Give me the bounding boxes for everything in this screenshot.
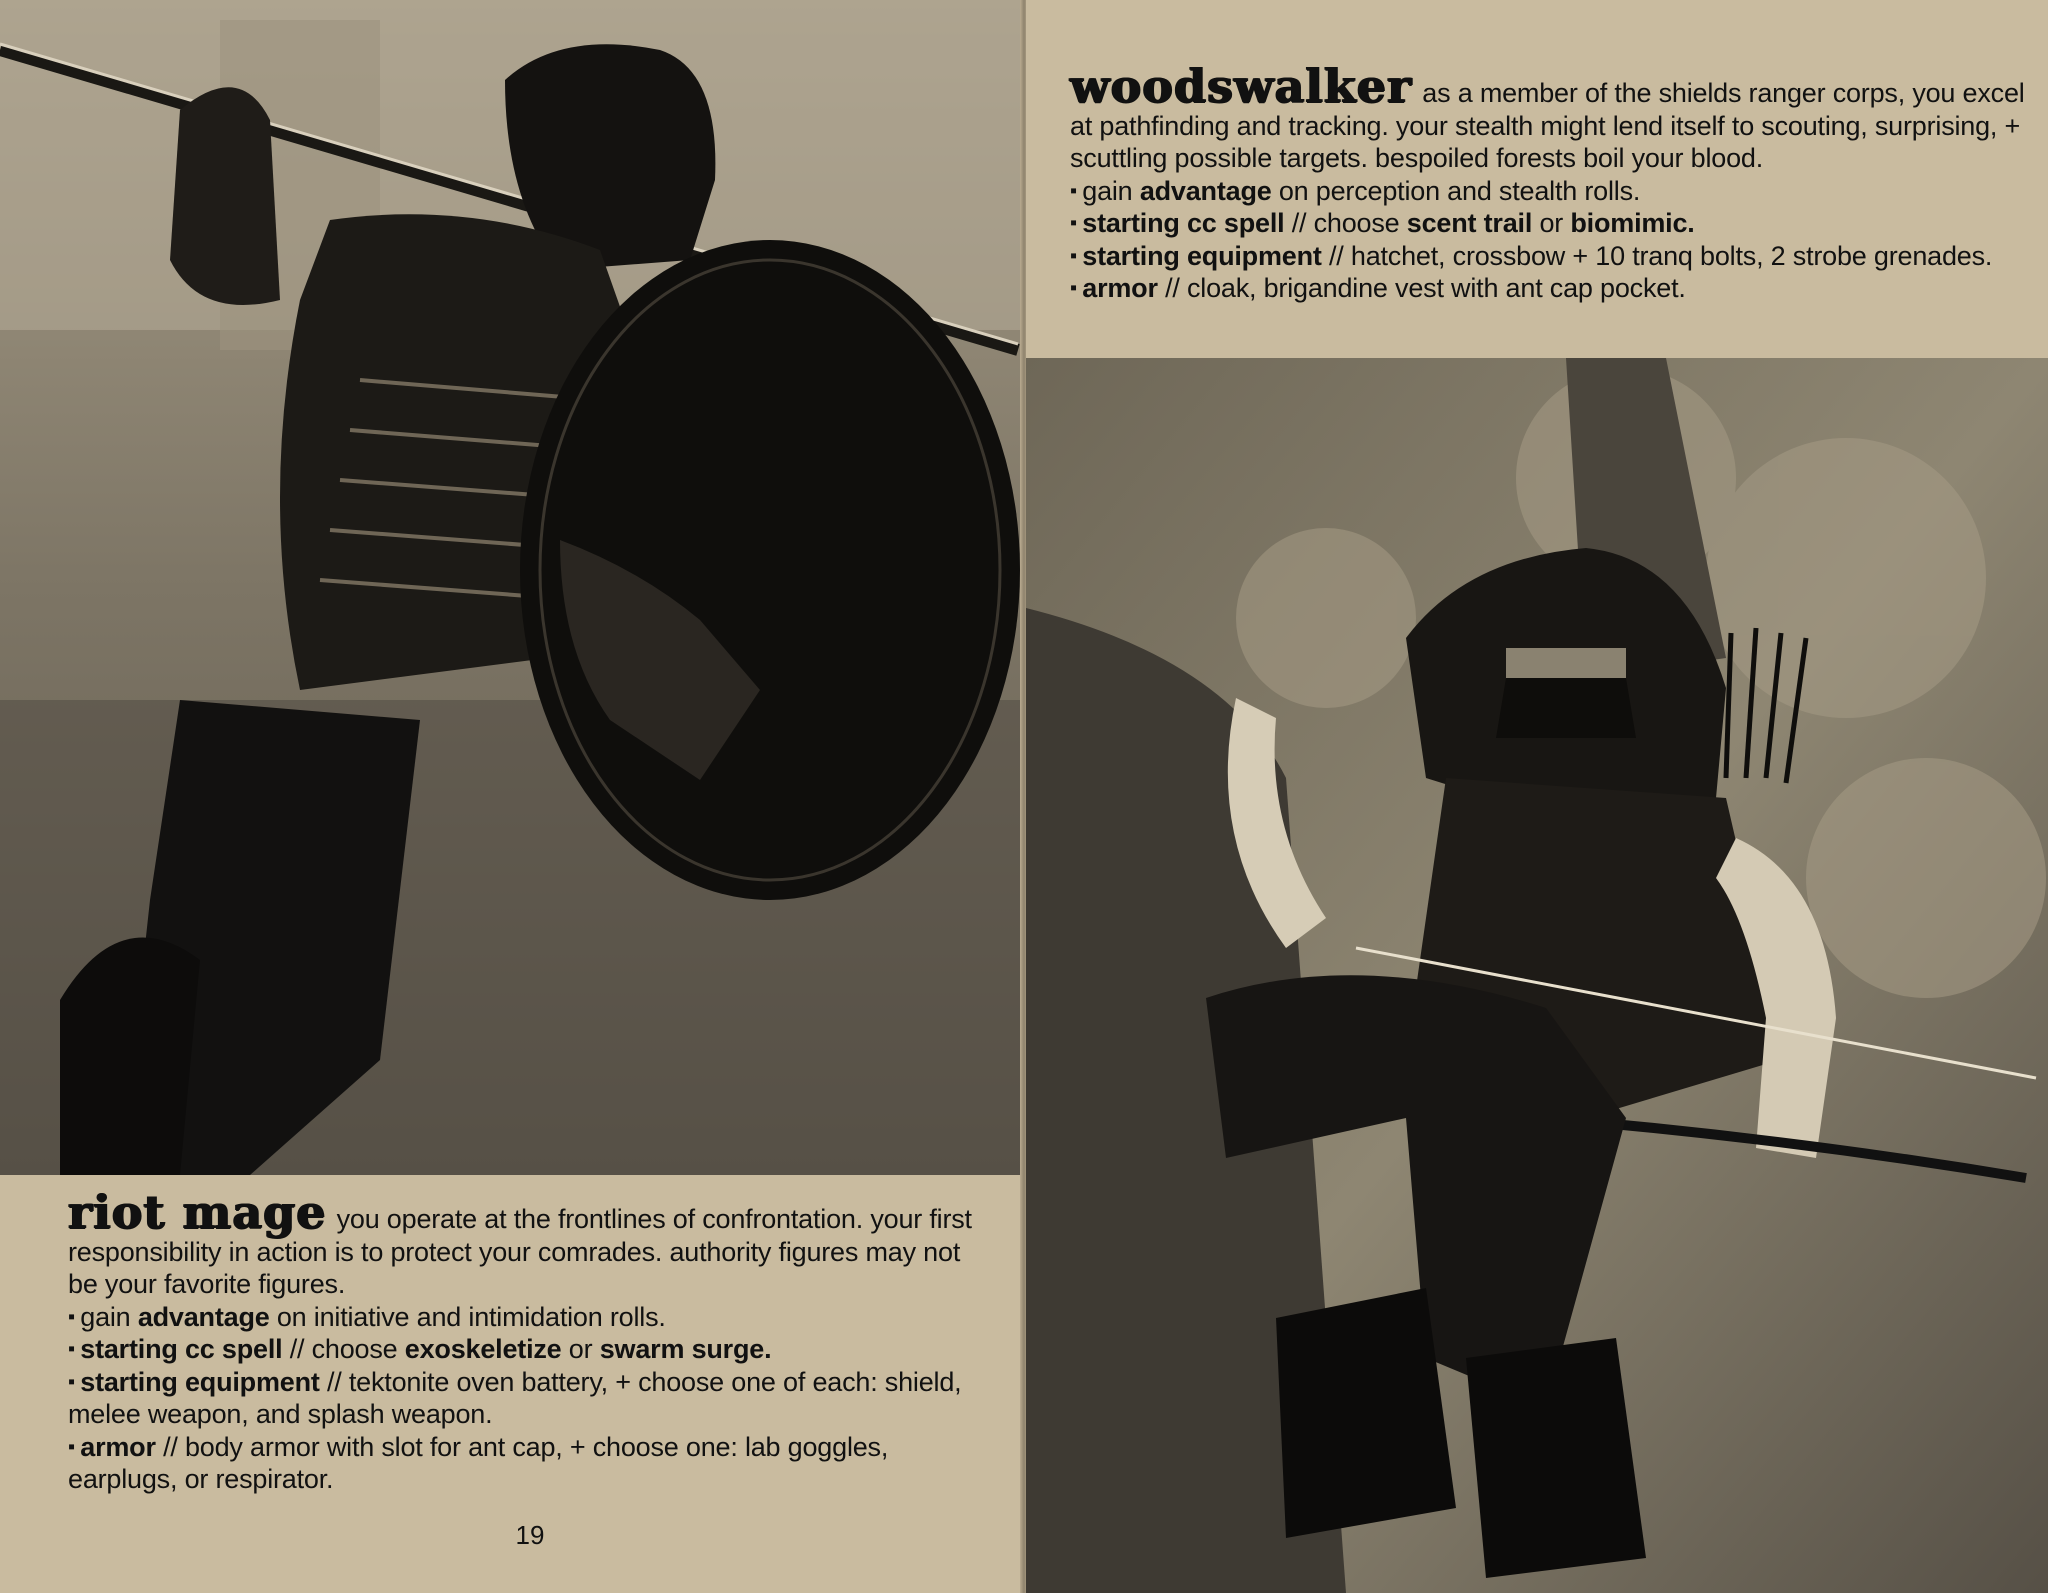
bullet-starting-spell: ▪ starting cc spell // choose exoskeletize or swarm surge.	[68, 1333, 988, 1366]
right-page	[1026, 0, 2048, 1593]
left-page	[0, 0, 1022, 1593]
intro-text: you operate at the frontlines of confrontation. your first responsibility in action is to protect your comrades. authority figures may not be your favorite figures.	[68, 1204, 972, 1299]
woodswalker-description	[1070, 59, 2030, 305]
class-title-woodswalker: woodswalker	[1070, 59, 1413, 113]
woodswalker-illustration	[1026, 358, 2048, 1593]
bullet-advantage: ▪ gain advantage on perception and stealth rolls.	[1070, 175, 2030, 208]
riot-mage-illustration	[0, 0, 1020, 1175]
bullet-armor: ▪ armor // cloak, brigandine vest with ant cap pocket.	[1070, 272, 2030, 305]
intro-text: as a member of the shields ranger corps, you excel at pathfinding and tracking. your stealth might lend itself to scouting, surprising, + scuttling possible targets. bespoiled forests boil your blood.	[1070, 78, 2025, 173]
bullet-starting-spell: ▪ starting cc spell // choose scent trail or biomimic.	[1070, 207, 2030, 240]
bullet-starting-equipment: ▪ starting equipment // hatchet, crossbow + 10 tranq bolts, 2 strobe grenades.	[1070, 240, 2030, 273]
bullet-armor: ▪ armor // body armor with slot for ant cap, + choose one: lab goggles, earplugs, or respirator.	[68, 1431, 988, 1496]
class-title-riot-mage: riot mage	[68, 1185, 327, 1239]
page-number: 19	[515, 1520, 545, 1550]
riot-mage-description	[68, 1185, 988, 1496]
bullet-starting-equipment: ▪ starting equipment // tektonite oven battery, + choose one of each: shield, melee weapon, and splash weapon.	[68, 1366, 988, 1431]
bullet-advantage: ▪ gain advantage on initiative and intimidation rolls.	[68, 1301, 988, 1334]
